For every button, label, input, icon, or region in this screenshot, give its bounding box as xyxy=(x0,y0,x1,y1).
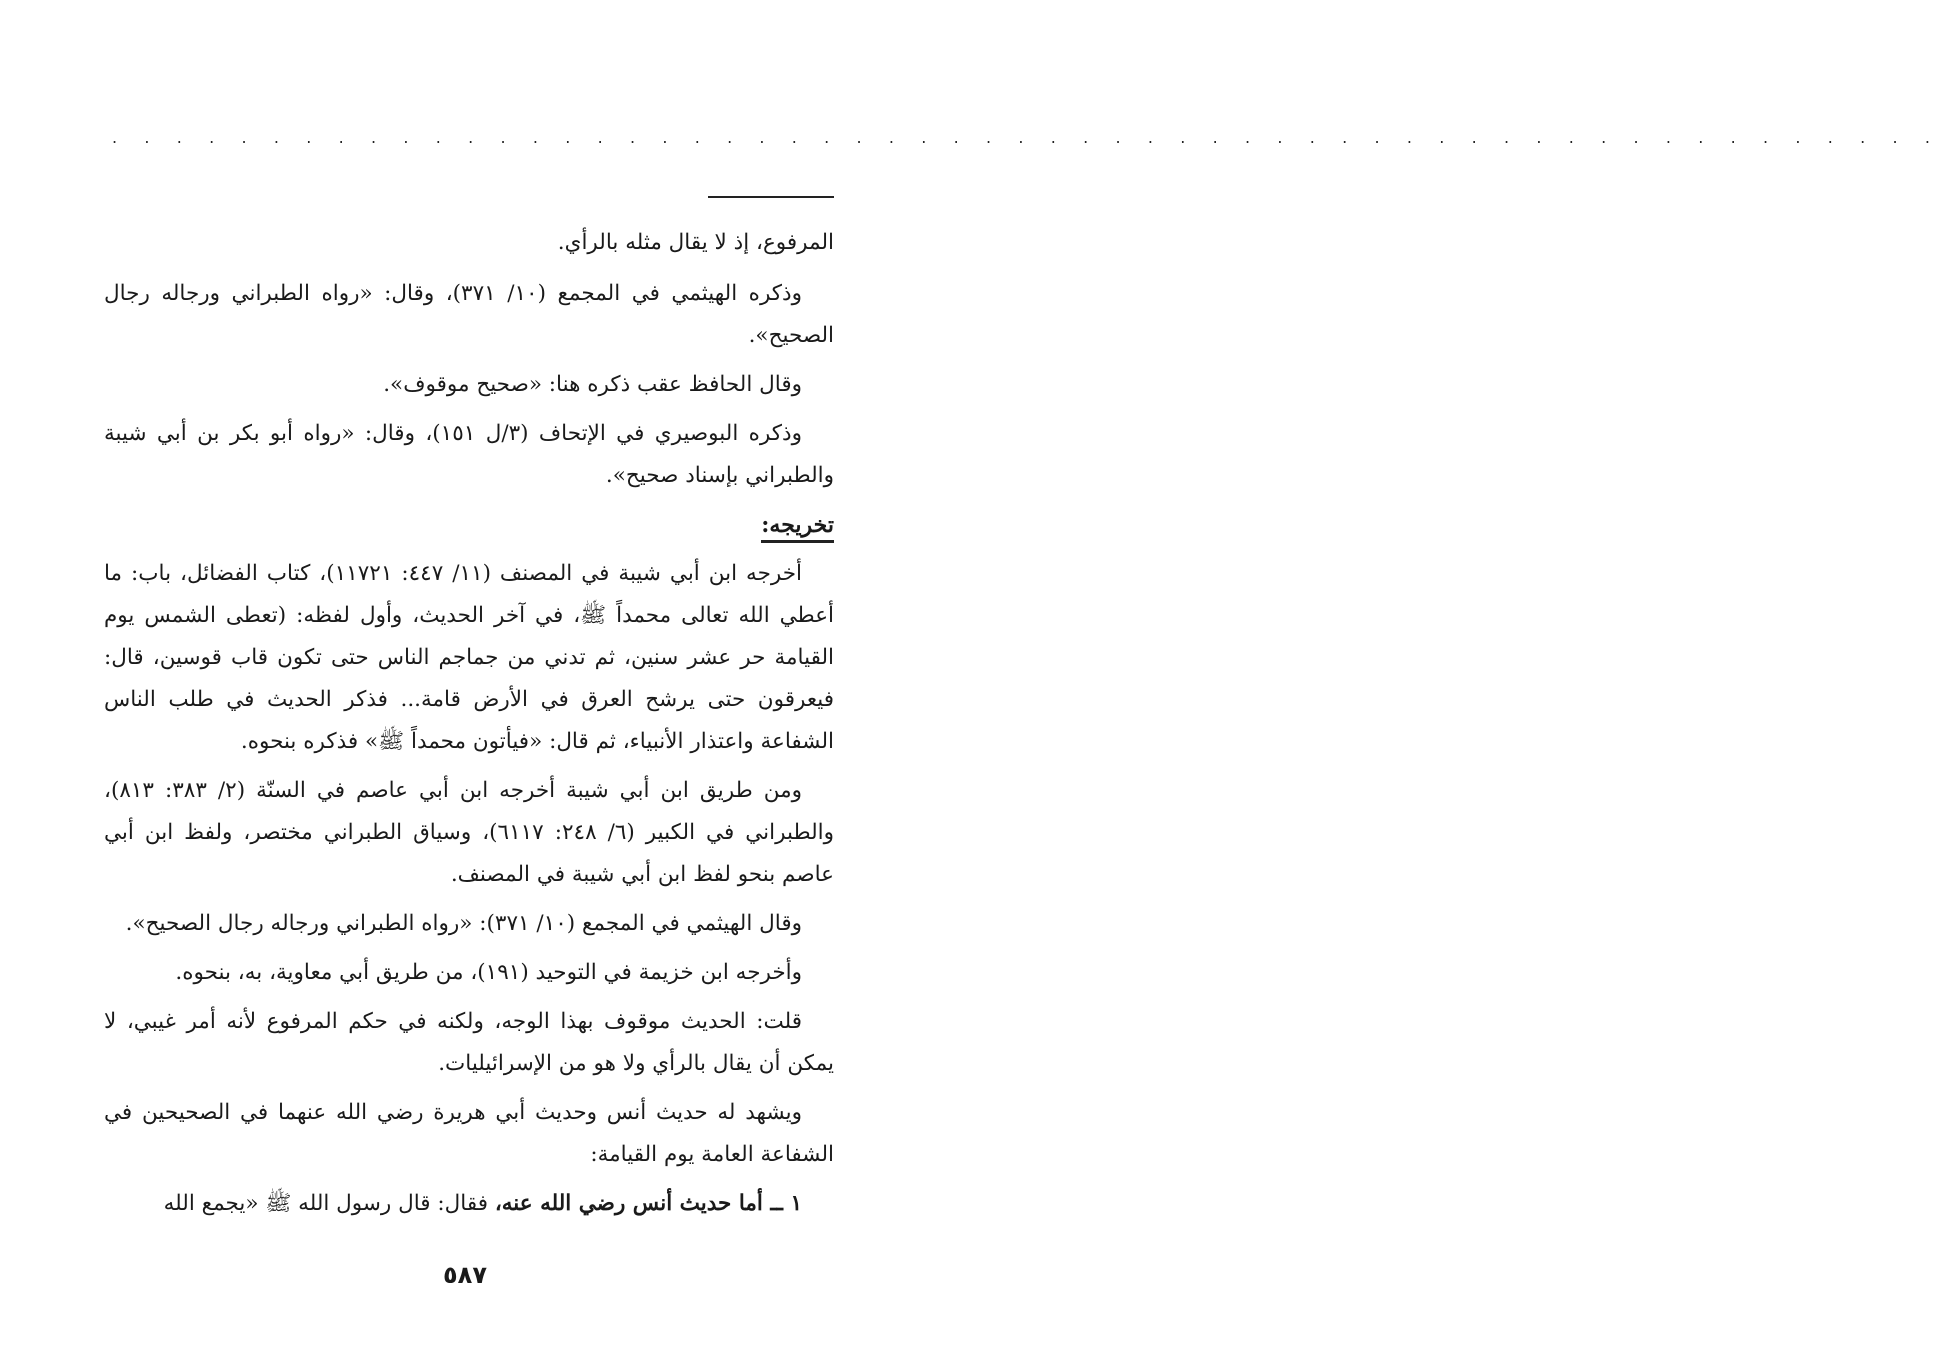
anas-hadith-heading: ١ ــ أما حديث أنس رضي الله عنه، xyxy=(494,1191,802,1216)
paragraph-takhrij: أخرجه ابن أبي شيبة في المصنف (١١/ ٤٤٧: ١١٧٢١)، كتاب الفضائل، باب: ما أعطي الله تعالى محمداً ﷺ، في آخر الحديث، وأول لفظه: (تعطى الشمس يوم القيامة حر عشر سنين، ثم تدني من جماجم الناس حتى تكون قاب قوسين، قال: فيعرقون حتى يرشح العرق في الأرض قامة... فذكر الحديث في طلب الناس الشفاعة واعتذار الأنبياء، ثم قال: «فيأتون محمداً ﷺ» فذكره بنحوه. xyxy=(104,561,834,754)
anas-hadith-text: فقال: قال رسول الله ﷺ «يجمع الله xyxy=(163,1191,488,1216)
page-number: ٥٨٧ xyxy=(443,1261,487,1289)
paragraph-busiri: وذكره البوصيري في الإتحاف (٣/ل ١٥١)، وقال: «رواه أبو بكر بن أبي شيبة والطبراني بإسناد صحيح». xyxy=(104,421,834,488)
paragraph-haythami: وذكره الهيثمي في المجمع (١٠/ ٣٧١)، وقال: «رواه الطبراني ورجاله رجال الصحيح». xyxy=(104,281,834,348)
body-text xyxy=(104,222,834,1232)
paragraph-ibn-khuzayma: وأخرجه ابن خزيمة في التوحيد (١٩١)، من طريق أبي معاوية، به، بنحوه. xyxy=(175,960,802,985)
paragraph-continuation: المرفوع، إذ لا يقال مثله بالرأي. xyxy=(557,230,834,255)
paragraph-haythami-2: وقال الهيثمي في المجمع (١٠/ ٣٧١): «رواه الطبراني ورجاله رجال الصحيح». xyxy=(125,911,802,936)
paragraph-ibn-abi-asim: ومن طريق ابن أبي شيبة أخرجه ابن أبي عاصم في السنّة (٢/ ٣٨٣: ٨١٣)، والطبراني في الكبير (٦/ ٢٤٨: ٦١١٧)، وسياق الطبراني مختصر، ولفظ ابن أبي عاصم بنحو لفظ ابن أبي شيبة في المصنف. xyxy=(104,778,834,887)
dotted-separator: . . . . . . . . . . . . . . . . . . . . . . . . . . . . . . . . . . . . . . . . . . . . . . . . . . . . . . . . . xyxy=(112,128,1941,147)
paragraph-anas-hadith xyxy=(104,1183,834,1225)
footnote-rule xyxy=(708,196,834,198)
section-heading xyxy=(104,504,834,546)
paragraph-hafiz: وقال الحافظ عقب ذكره هنا: «صحيح موقوف». xyxy=(383,372,802,397)
paragraph-qultu: قلت: الحديث موقوف بهذا الوجه، ولكنه في حكم المرفوع لأنه أمر غيبي، لا يمكن أن يقال بالرأي ولا هو من الإسرائيليات. xyxy=(104,1009,834,1076)
section-heading-text: تخريجه: xyxy=(761,512,834,543)
paragraph-shawahid: ويشهد له حديث أنس وحديث أبي هريرة رضي الله عنهما في الصحيحين في الشفاعة العامة يوم القيامة: xyxy=(104,1100,834,1167)
